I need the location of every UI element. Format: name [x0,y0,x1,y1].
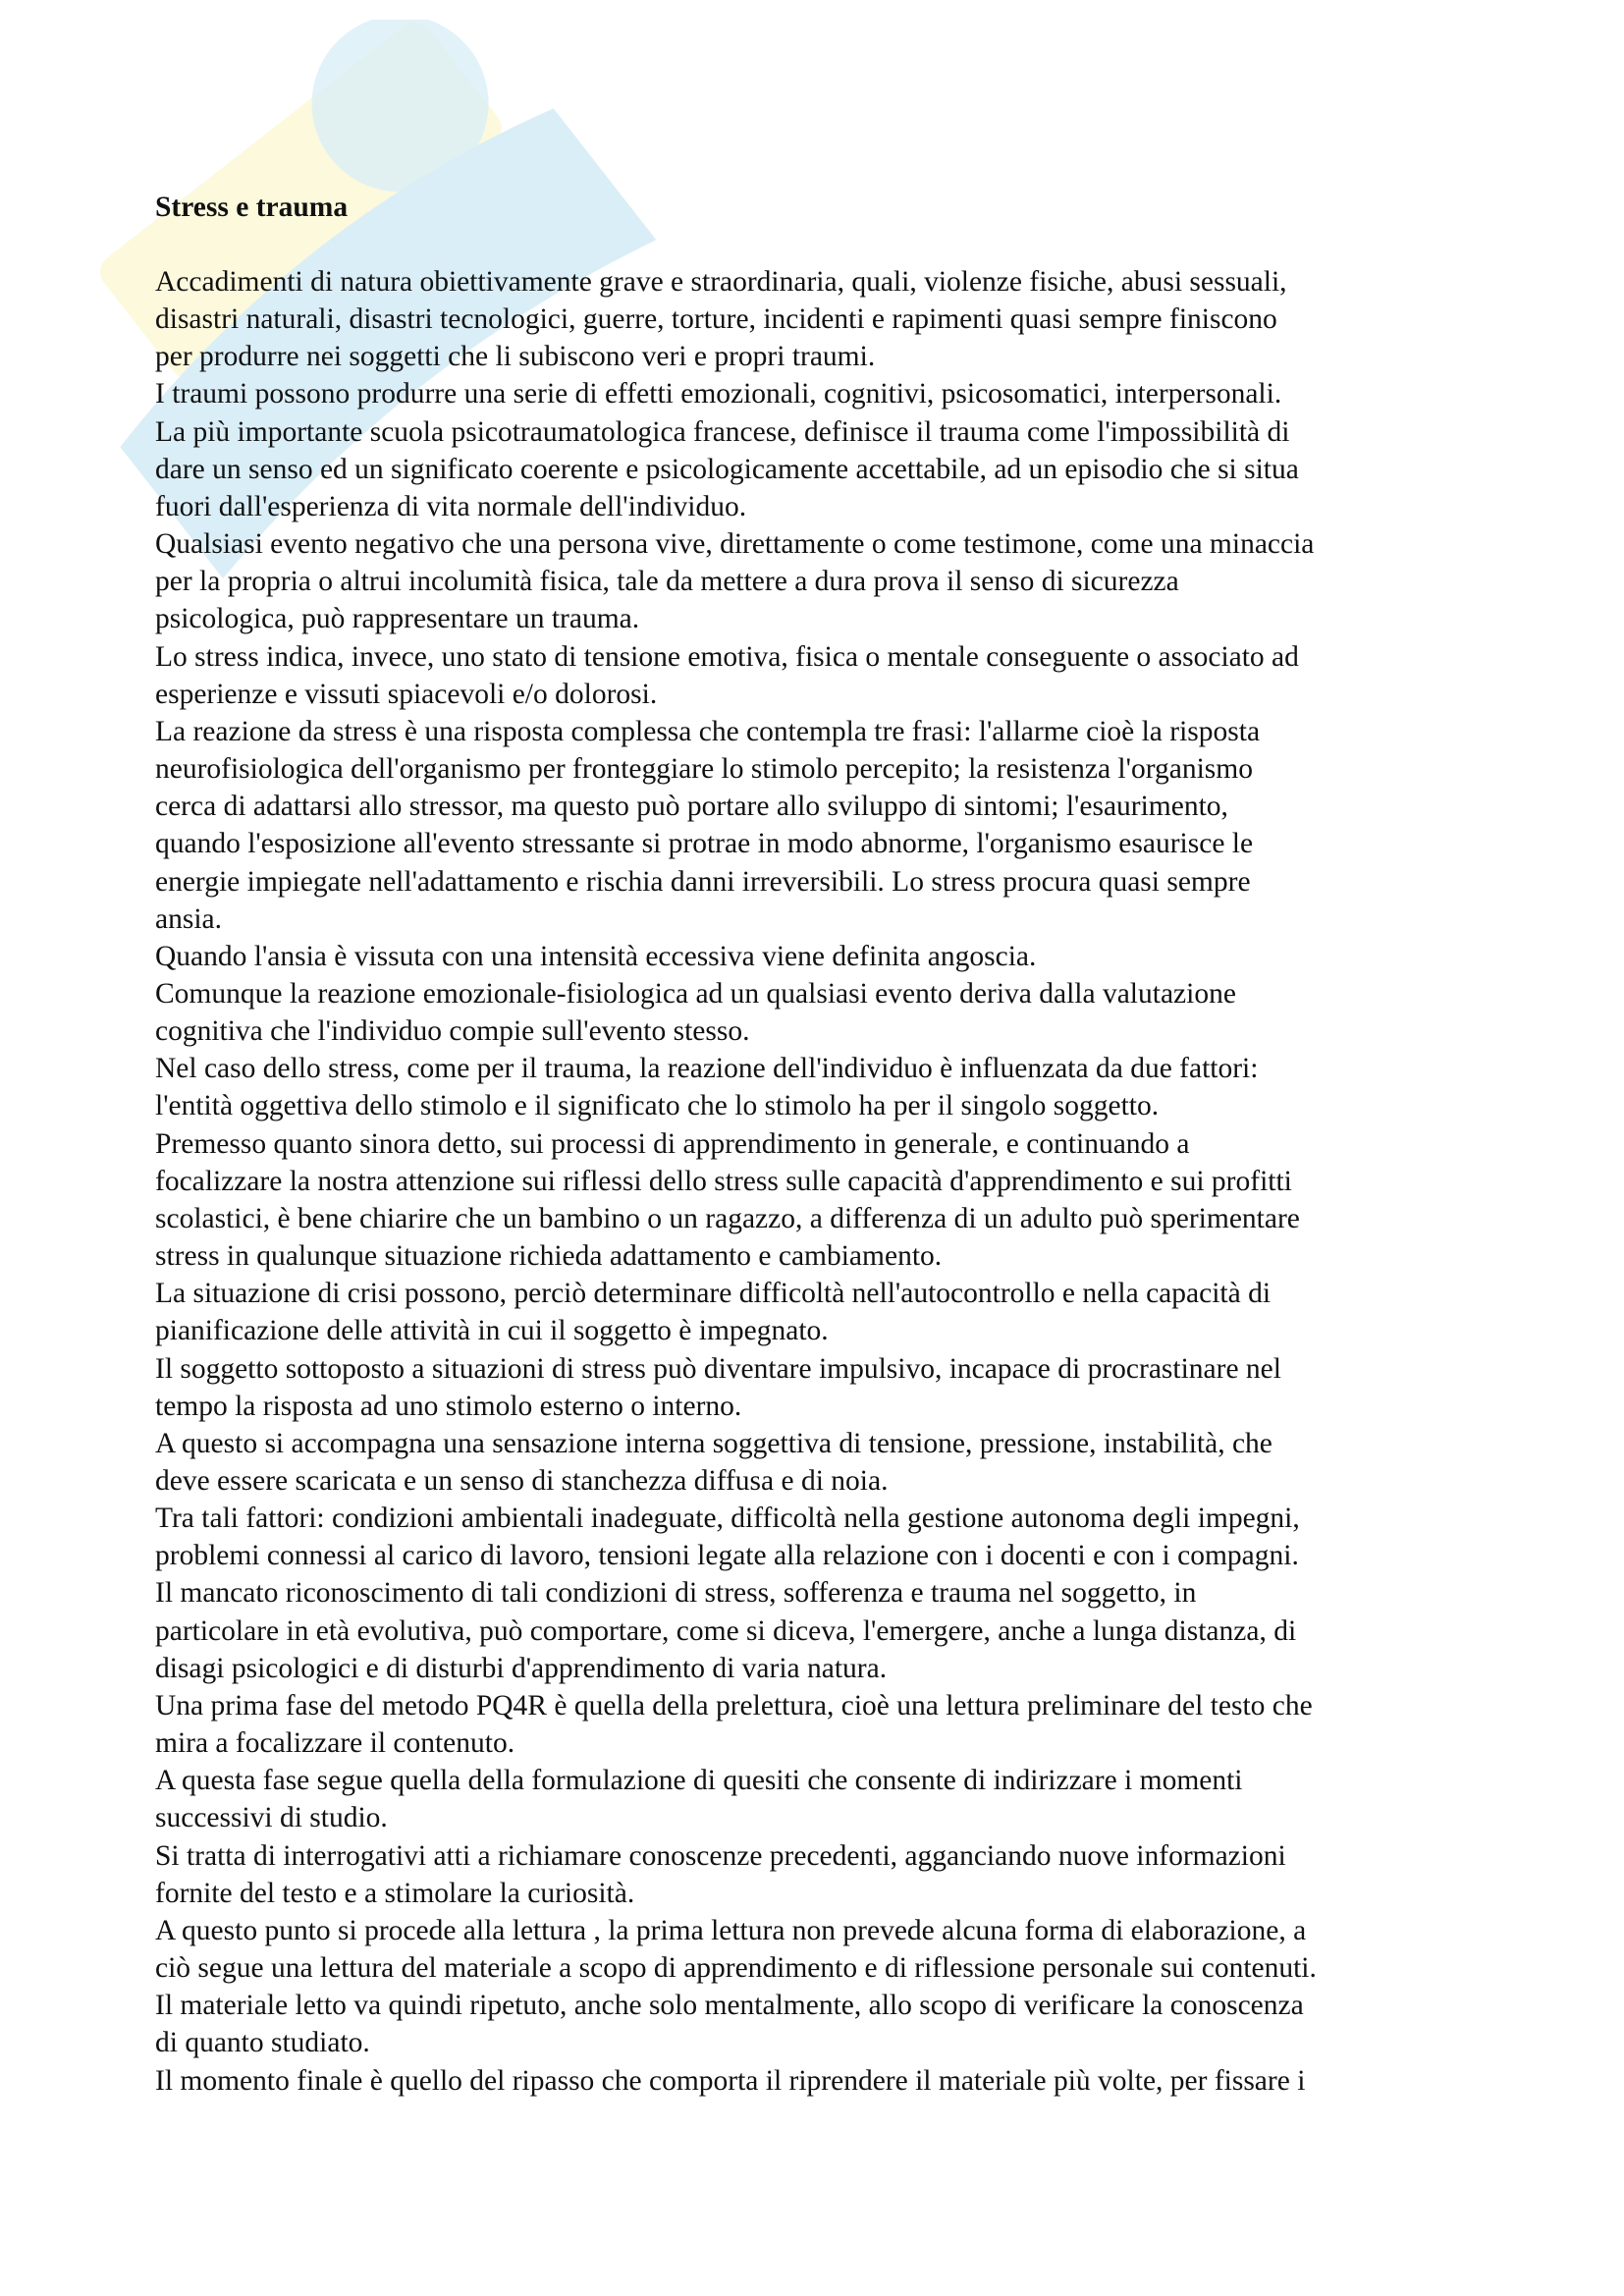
text-line: deve essere scaricata e un senso di stanchezza diffusa e di noia. [155,1465,889,1497]
text-line: problemi connessi al carico di lavoro, tensioni legate alla relazione con i docenti e con i compagni. [155,1540,1299,1572]
text-line: ciò segue una lettura del materiale a scopo di apprendimento e di riflessione personale sui contenuti. [155,1952,1317,1985]
text-line: Il soggetto sottoposto a situazioni di stress può diventare impulsivo, incapace di procrastinare nel [155,1352,1281,1385]
text-line: Lo stress indica, invece, uno stato di tensione emotiva, fisica o mentale conseguente o associato ad [155,640,1299,673]
text-line: psicologica, può rappresentare un trauma. [155,603,640,635]
document-body [155,263,1490,2100]
text-line: Tra tali fattori: condizioni ambientali inadeguate, difficoltà nella gestione autonoma degli impegni, [155,1503,1300,1535]
text-line: disagi psicologici e di disturbi d'apprendimento di varia natura. [155,1652,888,1684]
text-line: quando l'esposizione all'evento stressante si protrae in modo abnorme, l'organismo esaurisce le [155,828,1254,860]
text-line: La situazione di crisi possono, perciò determinare difficoltà nell'autocontrollo e nella capacità di [155,1278,1272,1310]
text-line: neurofisiologica dell'organismo per fronteggiare lo stimolo percepito; la resistenza l'organismo [155,753,1253,786]
text-line: I traumi possono produrre una serie di effetti emozionali, cognitivi, psicosomatici, interpersonali. [155,378,1282,410]
text-line: Il momento finale è quello del ripasso che comporta il riprendere il materiale più volte, per fissare i [155,2064,1306,2097]
text-line: Premesso quanto sinora detto, sui processi di apprendimento in generale, e continuando a [155,1127,1190,1160]
text-line: stress in qualunque situazione richieda adattamento e cambiamento. [155,1240,943,1273]
text-line: Quando l'ansia è vissuta con una intensità eccessiva viene definita angoscia. [155,940,1037,972]
text-line: Il mancato riconoscimento di tali condizioni di stress, sofferenza e trauma nel soggetto, in [155,1577,1197,1610]
text-line: cerca di adattarsi allo stressor, ma questo può portare allo sviluppo di sintomi; l'esaurimento, [155,791,1228,823]
text-line: fuori dall'esperienza di vita normale dell'individuo. [155,490,747,522]
text-line: La più importante scuola psicotraumatologica francese, definisce il trauma come l'impossibilità di [155,415,1290,448]
text-line: Il materiale letto va quindi ripetuto, anche solo mentalmente, allo scopo di verificare la conoscenza [155,1990,1304,2022]
text-line: Comunque la reazione emozionale-fisiologica ad un qualsiasi evento deriva dalla valutazione [155,977,1236,1010]
text-line: energie impiegate nell'adattamento e rischia danni irreversibili. Lo stress procura quasi sempre [155,865,1251,898]
text-line: cognitiva che l'individuo compie sull'evento stesso. [155,1015,750,1048]
text-line: disastri naturali, disastri tecnologici, guerre, torture, incidenti e rapimenti quasi sempre finiscono [155,303,1277,336]
text-line: scolastici, è bene chiarire che un bambino o un ragazzo, a differenza di un adulto può sperimentare [155,1202,1300,1234]
text-line: particolare in età evolutiva, può comportare, come si diceva, l'emergere, anche a lunga distanza, di [155,1614,1297,1647]
text-line: Qualsiasi evento negativo che una persona vive, direttamente o come testimone, come una minaccia [155,528,1315,561]
text-line: di quanto studiato. [155,2027,370,2059]
document-title: Stress e trauma [155,191,349,223]
text-line: per la propria o altrui incolumità fisica, tale da mettere a dura prova il senso di sicurezza [155,566,1179,598]
text-line: Si tratta di interrogativi atti a richiamare conoscenze precedenti, agganciando nuove informazioni [155,1839,1286,1872]
text-line: Nel caso dello stress, come per il trauma, la reazione dell'individuo è influenzata da due fattori: [155,1053,1259,1085]
text-line: focalizzare la nostra attenzione sui riflessi dello stress sulle capacità d'apprendimento e sui profitti [155,1165,1292,1197]
text-line: esperienze e vissuti spiacevoli e/o dolorosi. [155,678,658,710]
text-line: mira a focalizzare il contenuto. [155,1727,515,1760]
text-line: pianificazione delle attività in cui il soggetto è impegnato. [155,1315,829,1347]
text-line: fornite del testo e a stimolare la curiosità. [155,1877,635,1909]
text-line: La reazione da stress è una risposta complessa che contempla tre frasi: l'allarme cioè la risposta [155,715,1261,747]
text-line: A questa fase segue quella della formulazione di quesiti che consente di indirizzare i momenti [155,1765,1243,1797]
text-line: per produrre nei soggetti che li subiscono veri e propri traumi. [155,341,876,373]
text-line: tempo la risposta ad uno stimolo esterno o interno. [155,1390,742,1422]
text-line: Una prima fase del metodo PQ4R è quella della prelettura, cioè una lettura preliminare del testo che [155,1689,1313,1722]
text-line: l'entità oggettiva dello stimolo e il significato che lo stimolo ha per il singolo soggetto. [155,1090,1160,1122]
text-line: dare un senso ed un significato coerente e psicologicamente accettabile, ad un episodio che si situa [155,453,1299,485]
text-line: ansia. [155,902,222,935]
text-line: A questo si accompagna una sensazione interna soggettiva di tensione, pressione, instabilità, che [155,1427,1272,1459]
text-line: Accadimenti di natura obiettivamente grave e straordinaria, quali, violenze fisiche, abusi sessuali, [155,266,1287,298]
text-line: A questo punto si procede alla lettura , la prima lettura non prevede alcuna forma di elaborazione, a [155,1914,1307,1946]
text-line: successivi di studio. [155,1802,388,1834]
document-page [155,189,1490,2100]
